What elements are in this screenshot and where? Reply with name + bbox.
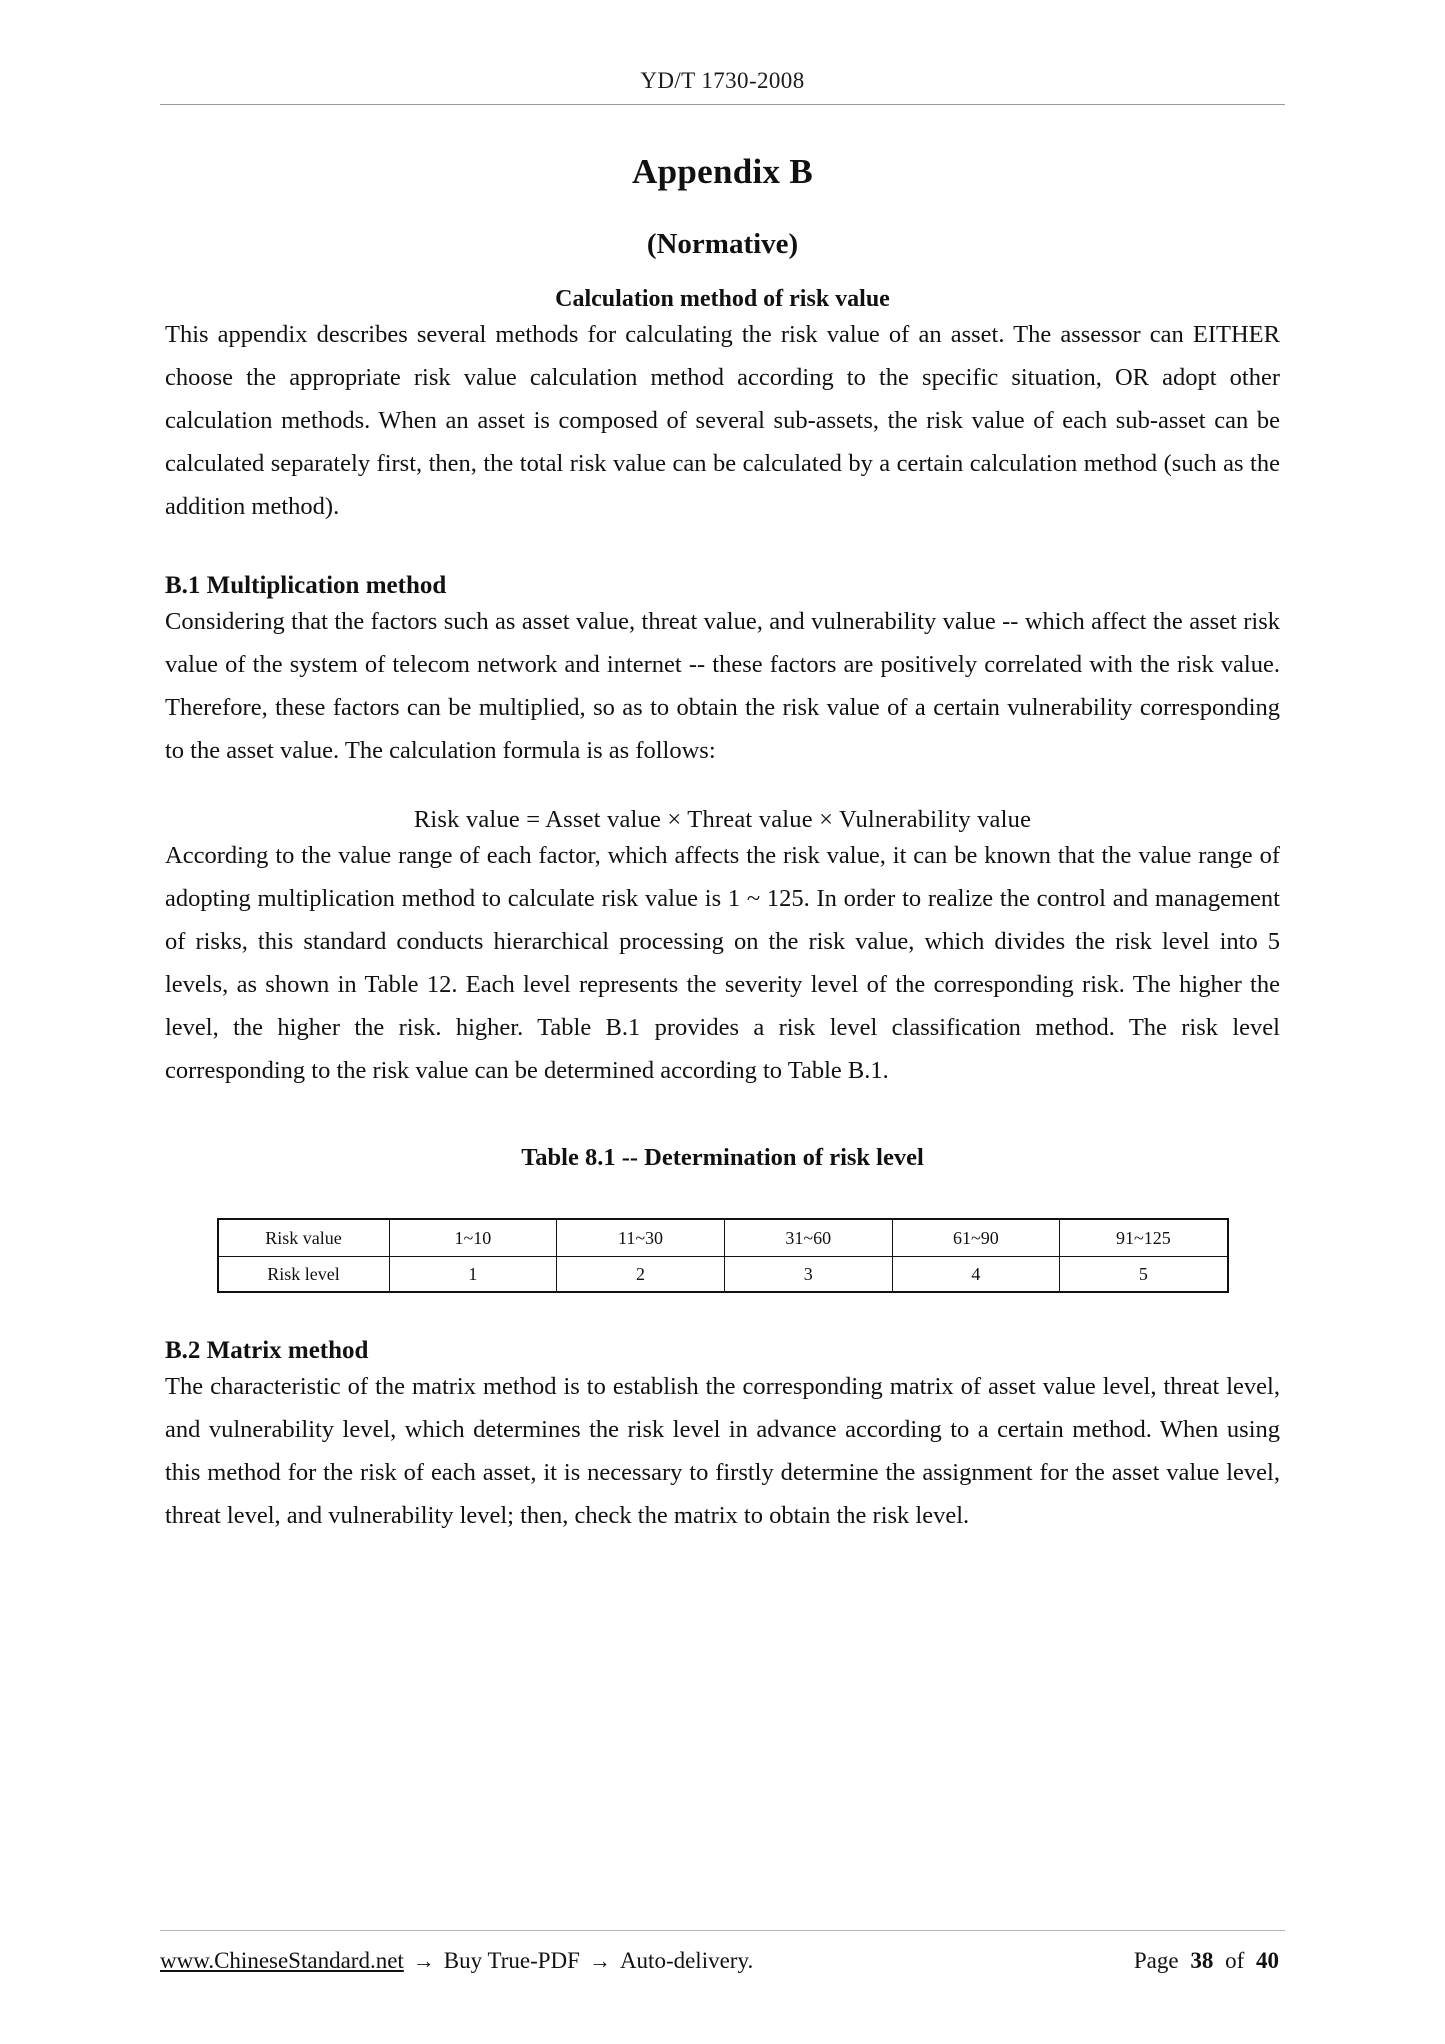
page-header [0,68,1445,94]
cell-risk-level-4: 4 [892,1257,1060,1293]
standard-number: YD/T 1730-2008 [640,68,805,93]
buy-true-pdf-label: Buy True-PDF [443,1948,580,1973]
page-of-label: of [1225,1948,1245,1973]
cell-risk-value-4: 61~90 [892,1219,1060,1257]
section-heading-b1: B.1 Multiplication method [165,572,447,599]
cell-risk-value-1: 1~10 [389,1219,557,1257]
risk-level-table [217,1218,1229,1293]
cell-risk-value-5: 91~125 [1060,1219,1228,1257]
cell-risk-level-1: 1 [389,1257,557,1293]
b2-paragraph-1: The characteristic of the matrix method is to establish the corresponding matrix of asset value level, threat level, and vulnerability level, which determines the risk level in advance according to a certain method. When using this method for the risk of each asset, it is necessary to firstly determine the assignment for the asset value level, threat level, and vulnerability level; then, check the matrix to obtain the risk level. [165,1373,1280,1529]
section-heading-b2: B.2 Matrix method [165,1337,369,1364]
header-divider [160,104,1285,105]
cell-risk-level-3: 3 [724,1257,892,1293]
b1-paragraph-2: According to the value range of each factor, which affects the risk value, it can be known that the value range of adopting multiplication method to calculate risk value is 1 ~ 125. In order to realize the control and management of risks, this standard conducts hierarchical processing on the risk value, which divides the risk level into 5 levels, as shown in Table 12. Each level represents the severity level of the corresponding risk. The higher the level, the higher the risk. higher. Table B.1 provides a risk level classification method. The risk level corresponding to the risk value can be determined according to Table B.1. [165,842,1280,1084]
appendix-title: Appendix B [632,152,813,191]
cell-risk-value-3: 31~60 [724,1219,892,1257]
arrow-right-icon-2: → [588,1948,611,1973]
b1-paragraph-1: Considering that the factors such as asset value, threat value, and vulnerability value -- which affect the asset risk value of the system of telecom network and internet -- these factors are positively correlated with the risk value. Therefore, these factors can be multiplied, so as to obtain the risk value of a certain vulnerability corresponding to the asset value. The calculation formula is as follows: [165,608,1280,764]
table-row [218,1257,1228,1293]
page-footer [160,1948,1285,1974]
row-header-risk-level: Risk level [218,1257,390,1293]
table-caption: Table 8.1 -- Determination of risk level [521,1144,924,1171]
footer-promo [160,1948,753,1974]
cell-risk-value-2: 11~30 [557,1219,725,1257]
footer-divider [160,1930,1285,1931]
page-number: 38 [1190,1948,1214,1973]
cell-risk-level-2: 2 [557,1257,725,1293]
cell-risk-level-5: 5 [1060,1257,1228,1293]
document-content [165,130,1280,1537]
intro-paragraph: This appendix describes several methods for calculating the risk value of an asset. The assessor can EITHER choose the appropriate risk value calculation method according to the specific situation, OR adopt other calculation methods. When an asset is composed of several sub-assets, the risk value of each sub-asset can be calculated separately first, then, the total risk value can be calculated by a certain calculation method (such as the addition method). [165,321,1280,520]
row-header-risk-value: Risk value [218,1219,390,1257]
auto-delivery-label: Auto-delivery. [619,1948,754,1973]
table-row [218,1219,1228,1257]
arrow-right-icon: → [412,1948,435,1973]
page-total: 40 [1256,1948,1279,1973]
page-indicator [1134,1948,1285,1974]
subject-title: Calculation method of risk value [555,286,890,312]
risk-value-formula: Risk value = Asset value × Threat value × Vulnerability value [413,806,1032,833]
normative-label: (Normative) [646,228,799,260]
chinesestandard-link[interactable]: www.ChineseStandard.net [160,1948,404,1973]
page-label: Page [1133,1948,1179,1973]
risk-table-wrapper [165,1218,1280,1293]
